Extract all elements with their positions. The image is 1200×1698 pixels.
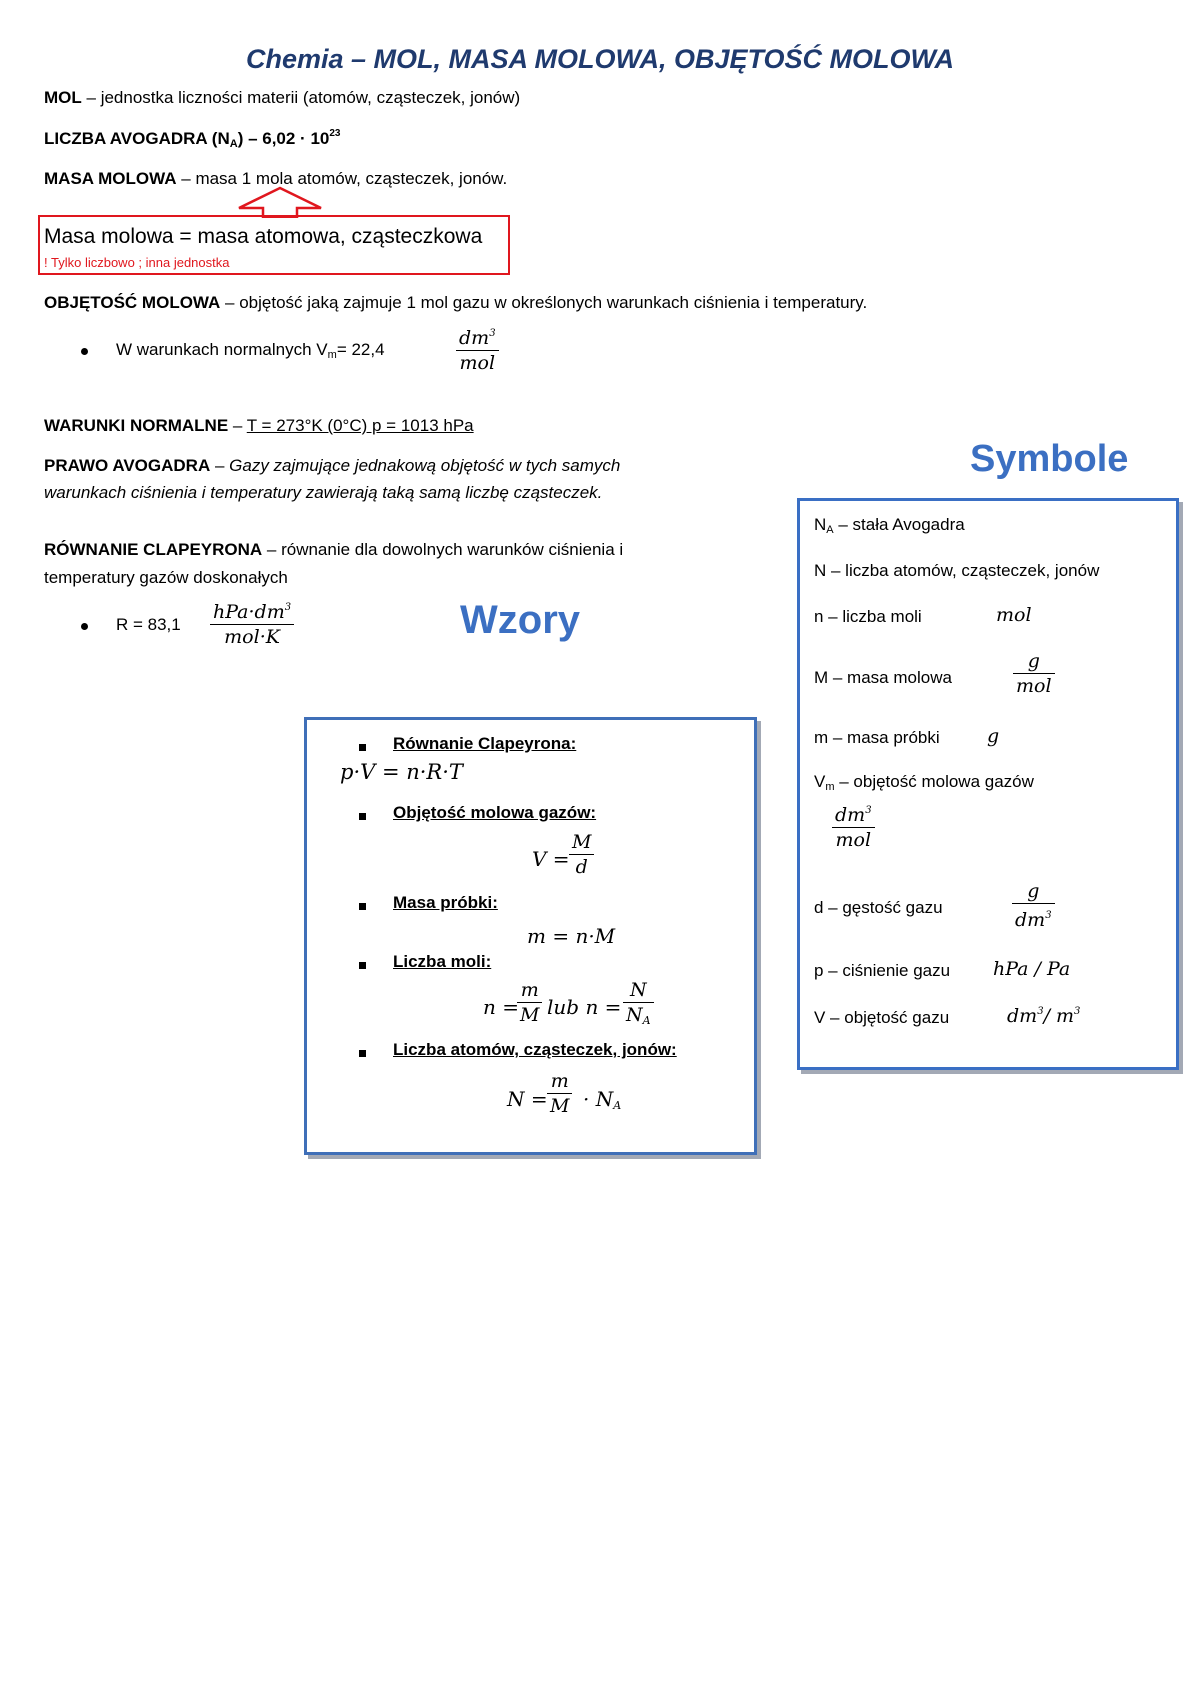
avogadro-term: LICZBA AVOGADRA: [44, 129, 208, 148]
clapeyron-line2: temperatury gazów doskonałych: [44, 568, 288, 587]
formula-label-moles: Liczba moli:: [393, 952, 492, 971]
formula-moles-lhs: n =: [483, 995, 519, 1019]
symbol-d: d – gęstość gazu: [814, 898, 943, 917]
symbol-N: N – liczba atomów, cząsteczek, jonów: [814, 561, 1100, 580]
frac-num: m: [547, 1069, 572, 1094]
formula-molar-volume-lhs: V =: [532, 847, 570, 871]
bullet-square: [359, 813, 366, 820]
frac-num: M: [569, 830, 594, 855]
symbol-M: M – masa molowa: [814, 668, 952, 687]
normal-volume-text: W warunkach normalnych V: [116, 340, 328, 359]
frac-num: N: [623, 978, 654, 1003]
r-constant-unit: [210, 596, 294, 649]
symbol-n: n – liczba moli: [814, 607, 922, 626]
unit-den: mol: [459, 352, 496, 374]
r-unit-den: mol·K: [224, 626, 280, 648]
symbol-V: V – objętość gazu: [814, 1008, 950, 1027]
formula-moles-fraction1: [517, 978, 542, 1027]
symbols-heading: Symbole: [970, 438, 1129, 480]
frac-num: dm: [835, 804, 866, 826]
formula-moles-mid: lub n =: [547, 995, 622, 1019]
dash: –: [210, 456, 230, 475]
bullet-dot: [81, 623, 88, 630]
dash: –: [176, 169, 196, 188]
formula-moles-fraction2: [623, 978, 654, 1033]
page-title: Chemia – MOL, MASA MOLOWA, OBJĘTOŚĆ MOLOWA: [245, 44, 955, 74]
normal-conditions-term: WARUNKI NORMALNE: [44, 416, 229, 435]
unit-a-exp: 3: [1037, 1006, 1044, 1017]
symbol-M-unit: [1013, 649, 1055, 698]
avogadro-law-line2: warunkach ciśnienia i temperatury zawierają taką samą liczbę cząsteczek.: [44, 483, 603, 502]
unit-exp: 3: [489, 328, 496, 339]
frac-num: m: [517, 978, 542, 1003]
na-prefix: (N: [207, 129, 230, 148]
symbol-vm-unit: [832, 799, 875, 852]
molar-volume-desc: objętość jaką zajmuje 1 mol gazu w określonych warunkach ciśnienia i temperatury.: [239, 293, 868, 312]
frac-den-exp: 3: [1045, 910, 1052, 921]
dash: –: [81, 88, 101, 107]
symbol-na-desc: – stała Avogadra: [833, 515, 965, 534]
avogadro-law-line1: [44, 456, 620, 476]
symbol-n-unit: mol: [996, 604, 1032, 626]
avogadro-exp: 23: [329, 128, 341, 139]
formulas-heading: Wzory: [460, 598, 580, 642]
symbol-vm-letter: V: [814, 772, 826, 791]
dash: –: [262, 540, 282, 559]
symbol-na: [814, 515, 965, 536]
na-sub: A: [229, 138, 238, 150]
symbol-vm-desc: – objętość molowa gazów: [834, 772, 1034, 791]
symbol-V-unit: [1007, 1005, 1080, 1027]
r-unit-exp: 3: [284, 602, 292, 613]
formula-label-clapeyron: Równanie Clapeyrona:: [393, 734, 577, 753]
symbol-na-letter: N: [814, 515, 827, 534]
frac-den: mol: [1016, 675, 1052, 697]
symbol-d-unit: [1012, 879, 1055, 932]
frac-num-exp: 3: [865, 805, 872, 816]
frac-num: g: [1013, 649, 1055, 674]
formula-sample-mass: m = n·M: [527, 924, 616, 948]
normal-volume-bullet: [116, 340, 385, 361]
bullet-square: [359, 1050, 366, 1057]
symbol-p: p – ciśnienie gazu: [814, 961, 951, 980]
formula-label-particles: Liczba atomów, cząsteczek, jonów:: [393, 1040, 677, 1059]
frac-den-sub: A: [642, 1014, 651, 1027]
frac-den: N: [626, 1004, 643, 1026]
frac-den: dm: [1015, 909, 1046, 931]
avogadro-law-text1: Gazy zajmujące jednakową objętość w tych samych: [229, 456, 621, 475]
clapeyron-text1: równanie dla dowolnych warunków ciśnienia i: [281, 540, 624, 559]
mol-term: MOL: [44, 88, 82, 107]
formulas-box: [304, 717, 757, 1155]
note-box: [38, 215, 510, 275]
mol-desc: jednostka liczności materii (atomów, cząsteczek, jonów): [100, 88, 521, 107]
formula-particles-lhs: N =: [507, 1087, 548, 1111]
formula-molar-volume-fraction: [569, 830, 594, 879]
tail-sub: A: [613, 1099, 622, 1112]
unit-b: / m: [1043, 1005, 1075, 1027]
clapeyron-term: RÓWNANIE CLAPEYRONA: [44, 540, 263, 559]
symbol-na-sub: A: [826, 524, 834, 536]
frac-den: M: [550, 1095, 570, 1117]
symbol-p-unit: hPa / Pa: [993, 958, 1071, 980]
formula-clapeyron: p·V = n·R·T: [340, 760, 463, 784]
frac-den: M: [520, 1004, 540, 1026]
molar-mass-desc: masa 1 mola atomów, cząsteczek, jonów.: [195, 169, 508, 188]
formula-particles-fraction: [547, 1069, 572, 1118]
mol-definition: [44, 88, 520, 108]
avogadro-value: ) – 6,02 · 10: [237, 129, 330, 148]
formula-label-sample-mass: Masa próbki:: [393, 893, 498, 912]
symbols-box: [797, 498, 1179, 1070]
molar-mass-term: MASA MOLOWA: [44, 169, 177, 188]
unit-num: dm: [459, 327, 490, 349]
bullet-square: [359, 744, 366, 751]
r-unit-num: hPa·dm: [213, 601, 285, 623]
up-arrow-icon: [235, 186, 325, 218]
molar-volume-term: OBJĘTOŚĆ MOLOWA: [44, 293, 221, 312]
bullet-square: [359, 962, 366, 969]
symbol-m-unit: g: [987, 725, 1000, 747]
symbol-vm-sub: m: [825, 781, 835, 793]
note-main: Masa molowa = masa atomowa, cząsteczkowa: [44, 225, 483, 248]
unit-b-exp: 3: [1074, 1006, 1081, 1017]
formula-label-molar-volume: Objętość molowa gazów:: [393, 803, 597, 822]
unit-a: dm: [1007, 1005, 1038, 1027]
dash: –: [228, 416, 247, 435]
normal-conditions-desc: T = 273°K (0°C) p = 1013 hPa: [246, 416, 474, 435]
frac-num: g: [1012, 879, 1055, 904]
dash: –: [220, 293, 240, 312]
note-small: ! Tylko liczbowo ; inna jednostka: [44, 255, 230, 270]
normal-volume-unit: [456, 322, 499, 375]
normal-conditions: [44, 416, 474, 436]
avogadro-law-term: PRAWO AVOGADRA: [44, 456, 211, 475]
symbol-vm: [814, 772, 1034, 793]
clapeyron-line1: [44, 540, 623, 560]
tail-text: · N: [583, 1087, 614, 1111]
bullet-square: [359, 903, 366, 910]
frac-den: mol: [835, 829, 872, 851]
symbol-m: m – masa próbki: [814, 728, 940, 747]
molar-volume-definition: [44, 293, 867, 313]
normal-volume-value: = 22,4: [336, 340, 385, 359]
vm-sub: m: [327, 349, 337, 361]
bullet-dot: [81, 348, 88, 355]
r-constant-text: R = 83,1: [116, 615, 181, 634]
frac-den: d: [575, 856, 588, 878]
avogadro-number: [44, 128, 340, 150]
formula-particles-tail: [583, 1087, 621, 1112]
